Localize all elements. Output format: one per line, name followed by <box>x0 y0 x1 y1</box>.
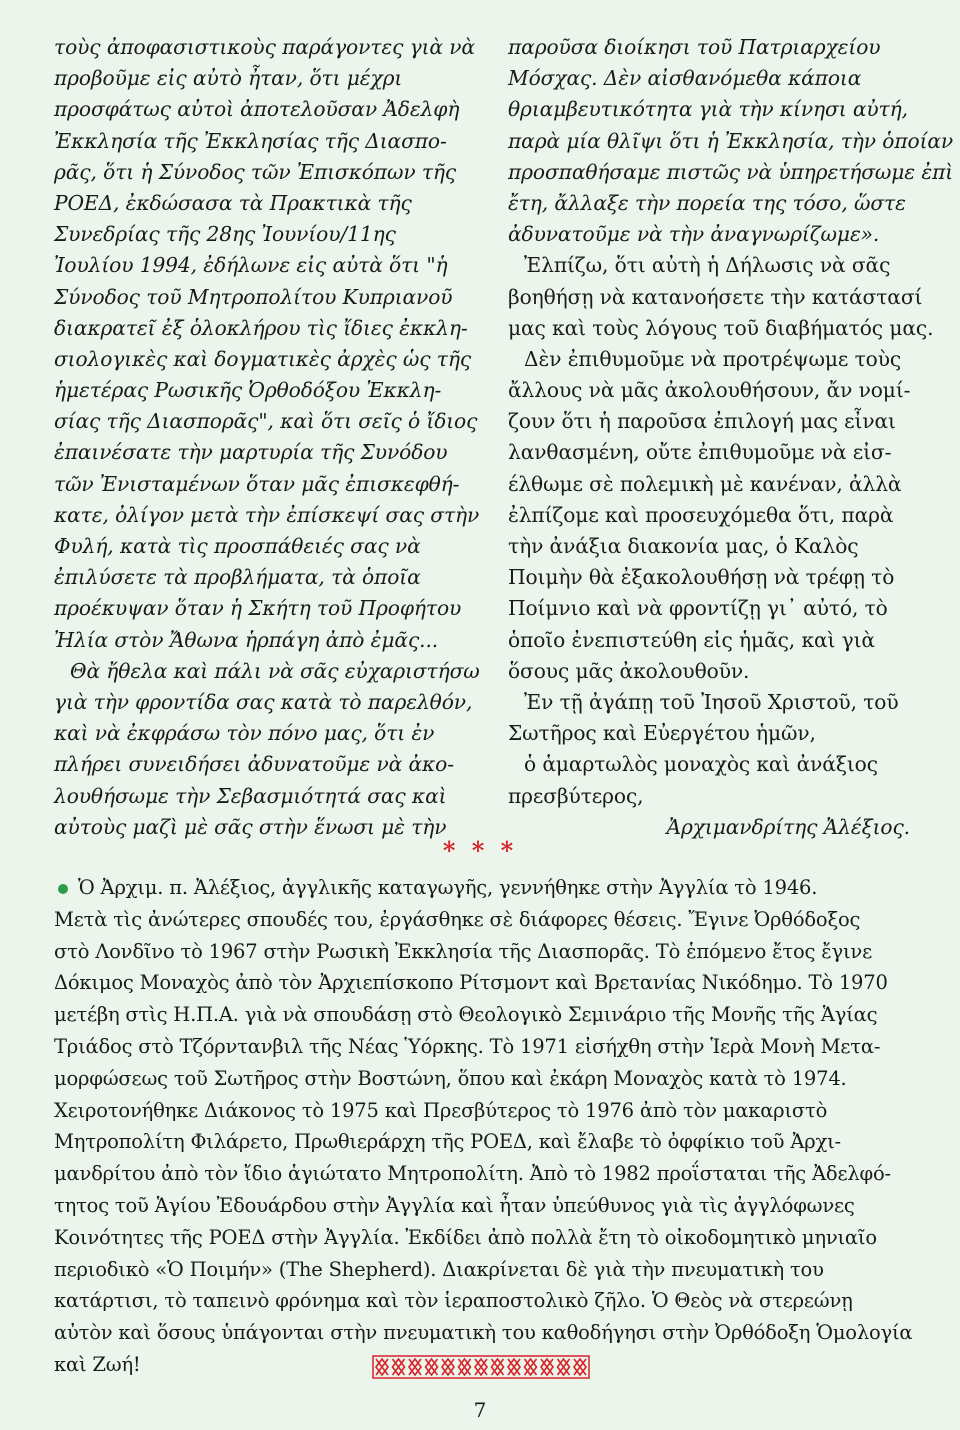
bio-line-text: τητος τοῦ Ἁγίου Ἐδουάρδου στὴν Ἀγγλία καὶ ἦταν ὑπεύθυνος γιὰ τὶς ἀγγλόφωνες <box>54 1193 855 1217</box>
text-line: παροῦσα διοίκησι τοῦ Πατριαρχείου <box>508 35 881 59</box>
bio-line-text: στὸ Λονδῖνο τὸ 1967 στὴν Ρωσικὴ Ἐκκλησία τῆς Διασπορᾶς. Τὸ ἑπόμενο ἔτος ἔγινε <box>54 939 872 963</box>
ornament-motif <box>442 1359 454 1375</box>
section-separator: * * * <box>442 836 518 865</box>
text-line: βοηθήσῃ νὰ κατανοήσετε τὴν κατάστασί <box>508 284 923 309</box>
bio-line-text: Μετὰ τὶς ἀνώτερες σπουδές του, ἐργάσθηκε σὲ διάφορες θέσεις. Ἔγινε Ὀρθόδοξος <box>54 907 861 931</box>
ornament-motif <box>492 1359 504 1375</box>
text-line: Φυλή, κατὰ τὶς προσπάθειές σας νὰ <box>54 534 421 558</box>
author-bio <box>54 872 914 1381</box>
text-line: Δὲν ἐπιθυμοῦμε νὰ προτρέψωμε τοὺς <box>524 346 902 371</box>
text-line: Σύνοδος τοῦ Μητροπολίτου Κυπριανοῦ <box>54 284 453 309</box>
bio-line-text: μορφώσεως τοῦ Σωτῆρος στὴν Βοστώνη, ὅπου καὶ ἐκάρη Μοναχὸς κατὰ τὸ 1974. <box>54 1066 847 1090</box>
text-line: ΡΟΕΔ, ἐκδώσασα τὰ Πρακτικὰ τῆς <box>54 190 412 215</box>
text-line: πρεσβύτερος, <box>508 783 644 808</box>
text-line: ἐπιλύσετε τὰ προβλήματα, τὰ ὁποῖα <box>54 565 421 590</box>
text-line: προσφάτως αὐτοὶ ἀποτελοῦσαν Ἀδελφὴ <box>54 97 460 122</box>
bio-line-text: Ὁ Ἀρχιμ. π. Ἀλέξιος, ἀγγλικῆς καταγωγῆς, γεννήθηκε στὴν Ἀγγλία τὸ 1946. <box>78 876 818 899</box>
bio-line <box>54 1095 914 1127</box>
text-line: προβοῦμε εἰς αὐτὸ ἦταν, ὅτι μέχρι <box>54 66 403 91</box>
text-line: σιολογικὲς καὶ δογματικὲς ἀρχὲς ὡς τῆς <box>54 346 472 371</box>
bio-line <box>54 936 914 968</box>
ornament-motif <box>508 1359 520 1375</box>
text-line: τοὺς ἀποφασιστικοὺς παράγοντες γιὰ νὰ <box>54 35 475 59</box>
bio-line <box>54 1222 914 1254</box>
text-line: τῶν Ἐνισταμένων ὅταν μᾶς ἐπισκεφθή- <box>54 471 460 496</box>
bio-line <box>54 1126 914 1158</box>
bio-line-text: Μητροπολίτη Φιλάρετο, Πρωθιεράρχη τῆς ΡΟΕΔ, καὶ ἔλαβε τὸ ὀφφίκιο τοῦ Ἀρχι- <box>54 1130 841 1154</box>
text-line: γιὰ τὴν φροντίδα σας κατὰ τὸ παρελθόν, <box>54 689 473 714</box>
bio-line-text: αὐτὸν καὶ ὅσους ὑπάγονται στὴν πνευματικὴ του καθοδήγησι στὴν Ὀρθόδοξη Ὁμολογία <box>54 1321 913 1345</box>
bio-line <box>54 904 914 936</box>
bio-line <box>54 1254 914 1286</box>
text-line: έλθωμε σὲ πολεμικὴ μὲ κανέναν, ἀλλὰ <box>508 471 902 496</box>
bio-line <box>54 872 914 904</box>
bullet-icon <box>58 884 68 894</box>
text-line: διακρατεῖ ἐξ ὁλοκλήρου τὶς ἴδιες ἐκκλη- <box>54 315 468 340</box>
ornament-motif <box>393 1359 405 1375</box>
text-line: κατε, ὀλίγον μετὰ τὴν ἐπίσκεψί σας στὴν <box>54 502 480 527</box>
ornament-motif <box>426 1359 438 1375</box>
bio-line-text: κατάρτισι, τὸ ταπεινὸ φρόνημα καὶ τὸν ἱεραποστολικὸ ζῆλο. Ὁ Θεὸς νὰ στερεώνῃ <box>54 1289 853 1313</box>
text-line: ὁ ἁμαρτωλὸς μοναχὸς καὶ ἀνάξιος <box>524 752 878 777</box>
bio-line-text: Κοινότητες τῆς ΡΟΕΔ στὴν Ἀγγλία. Ἐκδίδει ἀπὸ πολλὰ ἔτη τὸ οἰκοδομητικὸ μηνιαῖο <box>54 1225 877 1249</box>
bio-line-text: Τριάδος στὸ Τζόρντανβιλ τῆς Νέας Ὑόρκης. Τὸ 1971 εἰσήχθη στὴν Ἱερὰ Μονὴ Μετα- <box>54 1034 881 1058</box>
text-line: Ἐν τῇ ἀγάπῃ τοῦ Ἰησοῦ Χριστοῦ, τοῦ <box>524 689 899 714</box>
ornament-motif <box>475 1359 487 1375</box>
text-line: ἔτη, ἄλλαξε τὴν πορεία της τόσο, ὥστε <box>508 190 906 215</box>
ornament-motif <box>409 1359 421 1375</box>
bio-line <box>54 999 914 1031</box>
bio-line <box>54 1063 914 1095</box>
decorative-ornament <box>372 1355 590 1379</box>
ornament-motif <box>459 1359 471 1375</box>
text-line: θριαμβευτικότητα γιὰ τὴν κίνησι αὐτή, <box>508 97 908 122</box>
ornament-motif <box>558 1359 570 1375</box>
text-line: Ἠλία στὸν Ἄθωνα ἡρπάγη ἀπὸ ἐμᾶς... <box>54 627 439 652</box>
text-line: προσπαθήσαμε πιστῶς νὰ ὑπηρετήσωμε ἐπὶ <box>508 159 954 184</box>
text-line: αὐτοὺς μαζὶ μὲ σᾶς στὴν ἕνωσι μὲ τὴν <box>54 814 447 839</box>
bio-line <box>54 967 914 999</box>
page-number: 7 <box>473 1398 487 1422</box>
ornament-motif <box>525 1359 537 1375</box>
ornament-motif <box>574 1359 586 1375</box>
text-line: Ἀρχιμανδρίτης Ἀλέξιος. <box>666 814 910 839</box>
bio-line-text: μανδρίτου ἀπὸ τὸν ἴδιο ἁγιώτατο Μητροπολίτη. Ἀπὸ τὸ 1982 προΐσταται τῆς Ἀδελφό- <box>54 1162 891 1186</box>
text-line: ρᾶς, ὅτι ἡ Σύνοδος τῶν Ἐπισκόπων τῆς <box>54 159 457 184</box>
text-line: Μόσχας. Δὲν αἰσθανόμεθα κάποια <box>508 66 862 91</box>
text-line: Ἐκκλησία τῆς Ἐκκλησίας τῆς Διασπο- <box>54 128 447 153</box>
text-line: λουθήσωμε τὴν Σεβασμιότητά σας καὶ <box>54 783 447 808</box>
text-line: ἐπαινέσατε τὴν μαρτυρία τῆς Συνόδου <box>54 440 448 465</box>
text-line: ἐλπίζομε καὶ προσευχόμεθα ὅτι, παρὰ <box>508 502 894 527</box>
text-line: λανθασμένη, οὔτε ἐπιθυμοῦμε νὰ εἰσ- <box>508 440 892 465</box>
ornament-motif <box>376 1359 388 1375</box>
text-line: σίας τῆς Διασπορᾶς", καὶ ὅτι σεῖς ὁ ἴδιος <box>54 409 478 434</box>
bio-line <box>54 1317 914 1349</box>
text-line: προέκυψαν ὅταν ἡ Σκήτη τοῦ Προφήτου <box>54 596 462 621</box>
text-line: ἀδυνατοῦμε νὰ τὴν ἀναγνωρίζωμε». <box>508 222 880 247</box>
bio-line <box>54 1158 914 1190</box>
text-line: Ἐλπίζω, ὅτι αὐτὴ ἡ Δήλωσις νὰ σᾶς <box>524 253 891 278</box>
text-line: Συνεδρίας τῆς 28ης Ἰουνίου/11ης <box>54 222 396 247</box>
text-line: Θὰ ἤθελα καὶ πάλι νὰ σᾶς εὐχαριστήσω <box>70 658 480 683</box>
bio-line-text: Δόκιμος Μοναχὸς ἀπὸ τὸν Ἀρχιεπίσκοπο Ρίτσμοντ καὶ Βρετανίας Νικόδημο. Τὸ 1970 <box>54 971 888 995</box>
text-line: Ἰουλίου 1994, ἐδήλωνε εἰς αὐτὰ ὅτι "ἡ <box>54 253 448 278</box>
bio-line-text: μετέβη στὶς Η.Π.Α. γιὰ νὰ σπουδάσῃ στὸ Θεολογικὸ Σεμινάριο τῆς Μονῆς τῆς Ἁγίας <box>54 1003 878 1027</box>
text-line: παρὰ μία θλῖψι ὅτι ἡ Ἐκκλησία, τὴν ὁποίαν <box>508 128 954 153</box>
bio-line <box>54 1285 914 1317</box>
text-line: Ποίμνιο καὶ νὰ φροντίζῃ γι᾽ αὐτό, τὸ <box>508 596 888 621</box>
text-line: ἡμετέρας Ρωσικῆς Ὀρθοδόξου Ἐκκλη- <box>54 378 442 403</box>
bio-line-text: περιοδικὸ «Ὁ Ποιμήν» (The Shepherd). Διακρίνεται δὲ γιὰ τὴν πνευματικὴ του <box>54 1257 824 1281</box>
text-line: ἄλλους νὰ μᾶς ἀκολουθήσουν, ἄν νομί- <box>508 378 911 403</box>
text-line: Ποιμὴν θὰ ἐξακολουθήσῃ νὰ τρέφῃ τὸ <box>508 565 895 590</box>
text-line: μας καὶ τοὺς λόγους τοῦ διαβήματός μας. <box>508 315 934 340</box>
text-line: Σωτῆρος καὶ Εὐεργέτου ἡμῶν, <box>508 721 816 746</box>
right-column <box>508 32 954 843</box>
ornament-motif <box>541 1359 553 1375</box>
bio-line <box>54 1190 914 1222</box>
text-line: πλήρει συνειδήσει ἀδυνατοῦμε νὰ ἀκο- <box>54 752 454 777</box>
bio-line-text: Χειροτονήθηκε Διάκονος τὸ 1975 καὶ Πρεσβύτερος τὸ 1976 ἀπὸ τὸν μακαριστὸ <box>54 1098 828 1122</box>
bio-line <box>54 1031 914 1063</box>
text-line: καὶ νὰ ἐκφράσω τὸν πόνο μας, ὅτι ἐν <box>54 721 435 746</box>
bio-line-text: καὶ Ζωή! <box>54 1352 141 1376</box>
text-line: τὴν ἀνάξια διακονία μας, ὁ Καλὸς <box>508 534 859 558</box>
text-line: ὅσους μᾶς ἀκολουθοῦν. <box>508 658 750 683</box>
left-column <box>54 32 479 843</box>
text-line: ὁποῖο ἐνεπιστεύθη εἰς ἡμᾶς, καὶ γιὰ <box>508 627 875 652</box>
text-line: ζουν ὅτι ἡ παροῦσα ἐπιλογή μας εἶναι <box>508 409 896 434</box>
